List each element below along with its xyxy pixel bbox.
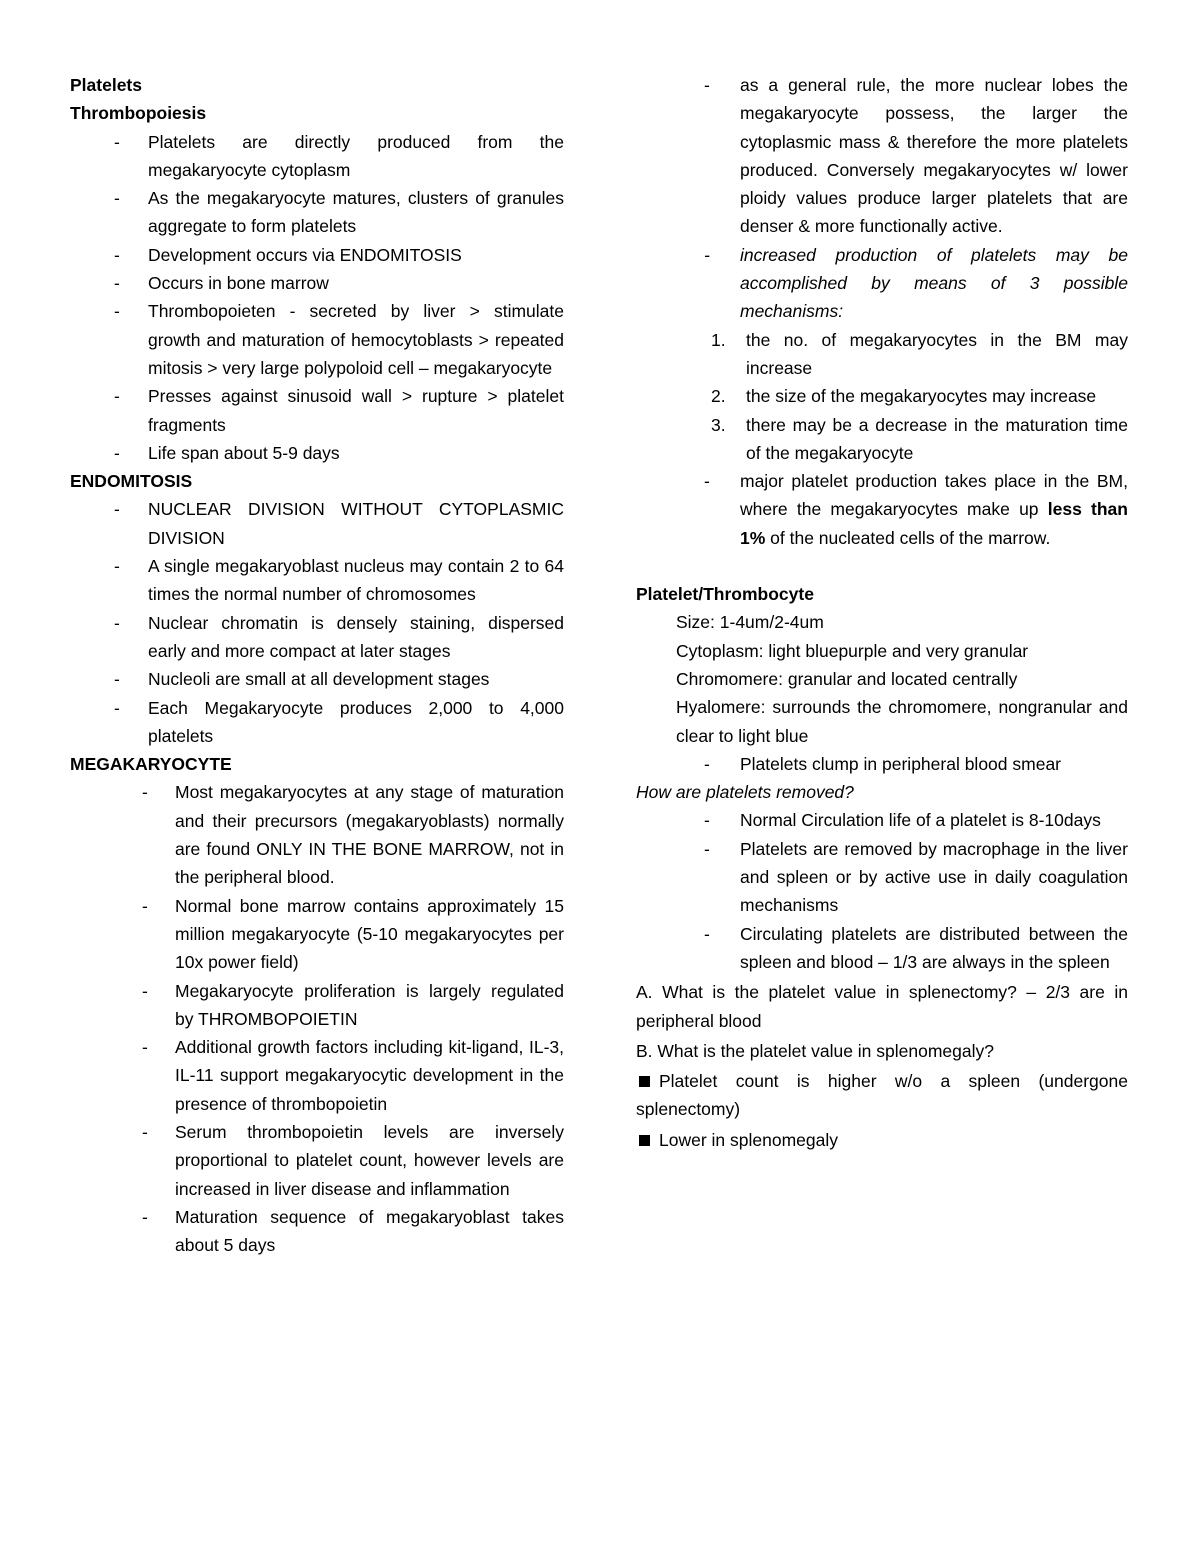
list-item: - As the megakaryocyte matures, clusters of granules aggregate to form platelets <box>70 184 564 241</box>
list-item: - A single megakaryoblast nucleus may contain 2 to 64 times the normal number of chromosomes <box>70 552 564 609</box>
dash-marker: - <box>142 895 148 916</box>
square-bullet-icon <box>639 1076 650 1087</box>
numbered-item: 1. the no. of megakaryocytes in the BM may increase <box>636 326 1128 383</box>
square-bullet-icon <box>639 1135 650 1146</box>
dash-marker: - <box>704 838 710 859</box>
dash-marker: - <box>704 75 710 95</box>
list-item: - as a general rule, the more nuclear lobes the megakaryocyte possess, the larger the cytoplasmic mass & therefore the more platelets produced. Conversely megakaryocytes w/ lower ploidy values produce larger platelets that are denser & more functionally active. <box>636 71 1128 241</box>
numbered-item: 2. the size of the megakaryocytes may increase <box>636 382 1128 410</box>
list-item: - Life span about 5-9 days <box>70 439 564 467</box>
dash-marker: - <box>114 188 120 209</box>
list-item: - Platelets are directly produced from the megakaryocyte cytoplasm <box>70 128 564 185</box>
list-item: - Platelets are removed by macrophage in the liver and spleen or by active use in daily coagulation mechanisms <box>636 835 1128 920</box>
dash-marker: - <box>114 273 120 294</box>
question-a: A. What is the platelet value in splenectomy? – 2/3 are in peripheral blood <box>636 982 1128 1031</box>
section-heading-endomitosis: ENDOMITOSIS <box>70 471 193 492</box>
dash-marker: - <box>114 301 120 322</box>
section-heading-platelet: Platelet/Thrombocyte <box>636 584 814 605</box>
number-marker: 3. <box>711 414 726 435</box>
removal-question: How are platelets removed? <box>636 782 854 803</box>
platelet-chromomere: Chromomere: granular and located centrally <box>676 668 1018 689</box>
dash-marker: - <box>114 669 120 690</box>
list-item: - major platelet production takes place in the BM, where the megakaryocytes make up less than 1% of the nucleated cells of the marrow. <box>636 467 1128 552</box>
list-item: - Development occurs via ENDOMITOSIS <box>70 241 564 269</box>
list-item: - Nucleoli are small at all development stages <box>70 665 564 693</box>
dash-marker: - <box>114 442 120 463</box>
question-b: B. What is the platelet value in splenomegaly? <box>636 1040 994 1061</box>
dash-marker: - <box>114 556 120 577</box>
dash-marker: - <box>142 1037 148 1058</box>
platelet-hyalomere: Hyalomere: surrounds the chromomere, nongranular and clear to light blue <box>676 697 1128 746</box>
list-item: - Most megakaryocytes at any stage of maturation and their precursors (megakaryoblasts) normally are found ONLY IN THE BONE MARROW, not in the peripheral blood. <box>70 778 564 891</box>
numbered-item: 3. there may be a decrease in the maturation time of the megakaryocyte <box>636 411 1128 468</box>
dash-marker: - <box>114 131 120 152</box>
number-marker: 2. <box>711 386 726 407</box>
right-column <box>636 71 1128 1154</box>
dash-marker: - <box>704 244 710 265</box>
dash-marker: - <box>114 244 120 265</box>
number-marker: 1. <box>711 329 726 350</box>
document-title: Platelets <box>70 75 142 95</box>
list-item: - Normal Circulation life of a platelet is 8-10days <box>636 806 1128 834</box>
list-item: - Thrombopoieten - secreted by liver > stimulate growth and maturation of hemocytoblasts > repeated mitosis > very large polypoloid cell – megakaryocyte <box>70 297 564 382</box>
answer-bullet: Platelet count is higher w/o a spleen (undergone splenectomy) <box>636 1071 1128 1120</box>
list-item: - Normal bone marrow contains approximately 15 million megakaryocyte (5-10 megakaryocytes per 10x power field) <box>70 892 564 977</box>
list-item: - Platelets clump in peripheral blood smear <box>636 750 1128 778</box>
dash-marker: - <box>114 697 120 718</box>
dash-marker: - <box>114 612 120 633</box>
dash-marker: - <box>114 386 120 407</box>
list-item: - Each Megakaryocyte produces 2,000 to 4,000 platelets <box>70 694 564 751</box>
spacer <box>636 552 1128 580</box>
dash-marker: - <box>704 923 710 944</box>
section-heading-megakaryocyte: MEGAKARYOCYTE <box>70 754 232 775</box>
platelet-size: Size: 1-4um/2-4um <box>676 612 824 633</box>
dash-marker: - <box>704 810 710 831</box>
list-item: - Additional growth factors including kit-ligand, IL-3, IL-11 support megakaryocytic development in the presence of thrombopoietin <box>70 1033 564 1118</box>
dash-marker: - <box>704 753 710 774</box>
list-item: - increased production of platelets may be accomplished by means of 3 possible mechanisms: <box>636 241 1128 326</box>
list-item: - Occurs in bone marrow <box>70 269 564 297</box>
list-item: - Nuclear chromatin is densely staining, dispersed early and more compact at later stages <box>70 609 564 666</box>
dash-marker: - <box>142 980 148 1001</box>
dash-marker: - <box>704 471 710 492</box>
dash-marker: - <box>142 782 148 803</box>
left-column <box>70 71 564 1259</box>
answer-bullet: Lower in splenomegaly <box>636 1126 1128 1154</box>
list-item: - Serum thrombopoietin levels are inversely proportional to platelet count, however levels are increased in liver disease and inflammation <box>70 1118 564 1203</box>
list-item: - NUCLEAR DIVISION WITHOUT CYTOPLASMIC DIVISION <box>70 495 564 552</box>
list-item: - Circulating platelets are distributed between the spleen and blood – 1/3 are always in the spleen <box>636 920 1128 977</box>
dash-marker: - <box>142 1206 148 1227</box>
list-item: - Megakaryocyte proliferation is largely regulated by THROMBOPOIETIN <box>70 977 564 1034</box>
section-heading-thrombopoiesis: Thrombopoiesis <box>70 103 207 124</box>
list-item: - Maturation sequence of megakaryoblast takes about 5 days <box>70 1203 564 1260</box>
dash-marker: - <box>142 1121 148 1142</box>
dash-marker: - <box>114 499 120 520</box>
platelet-cytoplasm: Cytoplasm: light bluepurple and very granular <box>676 640 1029 661</box>
list-item: - Presses against sinusoid wall > rupture > platelet fragments <box>70 382 564 439</box>
